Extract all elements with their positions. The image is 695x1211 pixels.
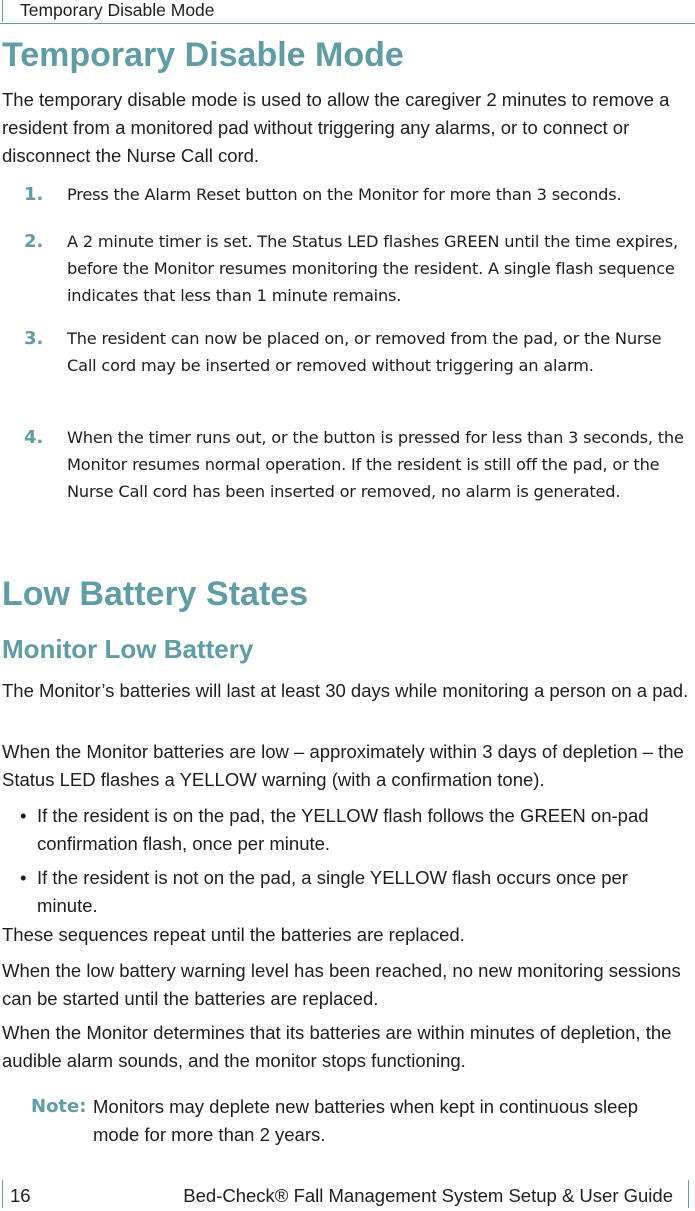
low-battery-warning-paragraph: When the Monitor batteries are low – approximately within 3 days of depletion – the Status LED flashes a YELLOW warning (with a confirmation tone). — [2, 741, 684, 790]
bullet-dot: • — [20, 867, 27, 888]
intro-paragraph: The temporary disable mode is used to allow the caregiver 2 minutes to remove a resident from a monitored pad without triggering any alarms, or to connect or disconnect the Nurse Call cord. — [2, 89, 670, 166]
sequences-paragraph: These sequences repeat until the batteries are replaced. — [2, 924, 465, 945]
battery-life-paragraph: The Monitor’s batteries will last at least 30 days while monitoring a person on a pad. — [2, 680, 689, 701]
subsection-title-monitor-low-battery: Monitor Low Battery — [2, 634, 254, 664]
step-number: 3. — [24, 328, 44, 349]
step-text: Press the Alarm Reset button on the Monitor for more than 3 seconds. — [67, 185, 622, 204]
footer-rule-tick-left — [2, 1180, 3, 1208]
running-head — [0, 0, 695, 24]
step-number: 1. — [24, 184, 44, 205]
note-label: Note: — [31, 1096, 87, 1117]
step-number: 4. — [24, 427, 44, 448]
step-text: The resident can now be placed on, or removed from the pad, or the Nurse Call cord may be inserted or removed without triggering an alarm. — [67, 329, 662, 375]
step-number: 2. — [24, 231, 44, 252]
note-text: Monitors may deplete new batteries when kept in continuous sleep mode for more than 2 years. — [93, 1096, 639, 1145]
header-rule-tick — [2, 0, 3, 22]
step-text: A 2 minute timer is set. The Status LED flashes GREEN until the time expires, before the Monitor resumes monitoring the resident. A single flash sequence indicates that less than 1 minute remains. — [67, 232, 678, 305]
page-number: 16 — [10, 1185, 31, 1206]
no-new-sessions-paragraph: When the low battery warning level has been reached, no new monitoring sessions can be started until the batteries are replaced. — [2, 960, 681, 1009]
bullet-text: If the resident is on the pad, the YELLOW flash follows the GREEN on-pad confirmation flash, once per minute. — [37, 805, 649, 854]
bullet-dot: • — [20, 805, 27, 826]
footer-rule-tick-right — [688, 1180, 689, 1208]
depletion-paragraph: When the Monitor determines that its batteries are within minutes of depletion, the audible alarm sounds, and the monitor stops functioning. — [2, 1022, 672, 1071]
page-footer — [0, 1180, 695, 1211]
bullet-text: If the resident is not on the pad, a single YELLOW flash occurs once per minute. — [37, 867, 628, 916]
step-text: When the timer runs out, or the button is pressed for less than 3 seconds, the Monitor resumes normal operation. If the resident is still off the pad, or the Nurse Call cord has been inserted or removed, no alarm is generated. — [67, 428, 684, 501]
section-title-temporary-disable-mode: Temporary Disable Mode — [2, 36, 404, 74]
section-title-low-battery-states: Low Battery States — [2, 575, 309, 613]
guide-title: Bed-Check® Fall Management System Setup & User Guide — [183, 1185, 673, 1206]
running-head-text: Temporary Disable Mode — [20, 0, 215, 20]
